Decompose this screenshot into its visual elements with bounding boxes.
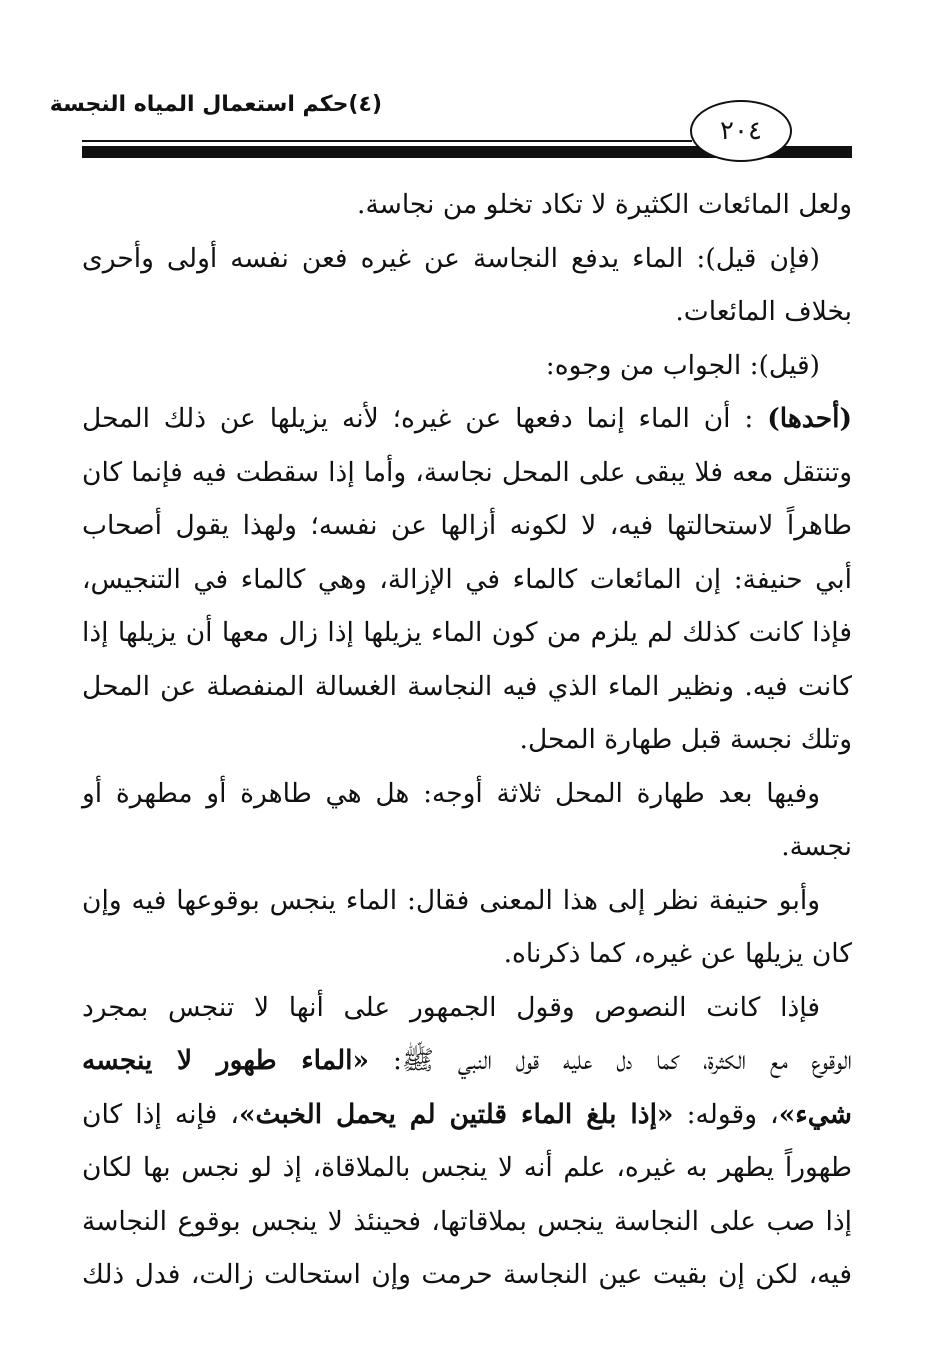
- text-line: فإذا كانت النصوص وقول الجمهور على أنها لا تنجس بمجرد: [82, 991, 820, 1023]
- text-line: بخلاف المائعات.: [675, 296, 852, 327]
- page-header: [49, 78, 852, 168]
- text-line: طاهراً لاستحالتها فيه، لا لكونه أزالها عن نفسه؛ ولهذا يقول أصحاب: [82, 510, 852, 541]
- body-text: [82, 178, 852, 1302]
- text-line: شيء»، وقوله: «إذا بلغ الماء قلتين لم يحمل الخبث»، فإنه إذا كان: [82, 1098, 853, 1130]
- text-line: وتلك نجسة قبل طهارة المحل.: [519, 724, 852, 755]
- page-number: ٢٠٤: [690, 100, 792, 162]
- text-line: (أحدها) : أن الماء إنما دفعها عن غيره؛ لأنه يزيلها عن ذلك المحل: [82, 403, 852, 434]
- text-line: الوقوع مع الكثرة، كما دل عليه قول النبي ﷺ: «الماء طهور لا ينجسه: [82, 1045, 852, 1076]
- text-line: (فإن قيل): الماء يدفع النجاسة عن غيره فعن نفسه أولى وأحرى: [82, 242, 820, 274]
- text-line: كانت فيه. ونظير الماء الذي فيه النجاسة الغسالة المنفصلة عن المحل: [82, 670, 852, 702]
- text-line: فيه، لكن إن بقيت عين النجاسة حرمت وإن استحالت زالت، فدل ذلك: [82, 1259, 852, 1290]
- header-rule-thin: [82, 140, 692, 142]
- text-line: نجسة.: [781, 831, 852, 862]
- text-line: كان يزيلها عن غيره، كما ذكرناه.: [503, 938, 852, 969]
- text-line: أبي حنيفة: إن المائعات كالماء في الإزالة، وهي كالماء في التنجيس،: [82, 563, 852, 595]
- text-line: فإذا كانت كذلك لم يلزم من كون الماء يزيلها إذا زال معها أن يزيلها إذا: [82, 617, 852, 648]
- text-line: وفيها بعد طهارة المحل ثلاثة أوجه: هل هي طاهرة أو مطهرة أو: [82, 777, 820, 809]
- hadith-quote: «الماء طهور لا ينجسه: [82, 1045, 370, 1076]
- text-line: ولعل المائعات الكثيرة لا تكاد تخلو من نجاسة.: [357, 189, 852, 220]
- running-title: (٤)حكم استعمال المياه النجسة: [49, 92, 382, 117]
- bold-term: (أحدها): [767, 403, 852, 434]
- text-line: طهوراً يطهر به غيره، علم أنه لا ينجس بالملاقاة، إذ لو نجس بها لكان: [82, 1152, 852, 1183]
- text-line: إذا صب على النجاسة ينجس بملاقاتها، فحينئذ لا ينجس بوقوع النجاسة: [82, 1205, 852, 1237]
- text-line: وتنتقل معه فلا يبقى على المحل نجاسة، وأما إذا سقطت فيه فإنما كان: [82, 456, 852, 488]
- hadith-quote: شيء»: [778, 1098, 853, 1130]
- text-line: (قيل): الجواب من وجوه:: [545, 349, 820, 381]
- hadith-quote: «إذا بلغ الماء قلتين لم يحمل الخبث»: [238, 1098, 674, 1130]
- text-line: وأبو حنيفة نظر إلى هذا المعنى فقال: الماء ينجس بوقوعها فيه وإن: [82, 884, 820, 916]
